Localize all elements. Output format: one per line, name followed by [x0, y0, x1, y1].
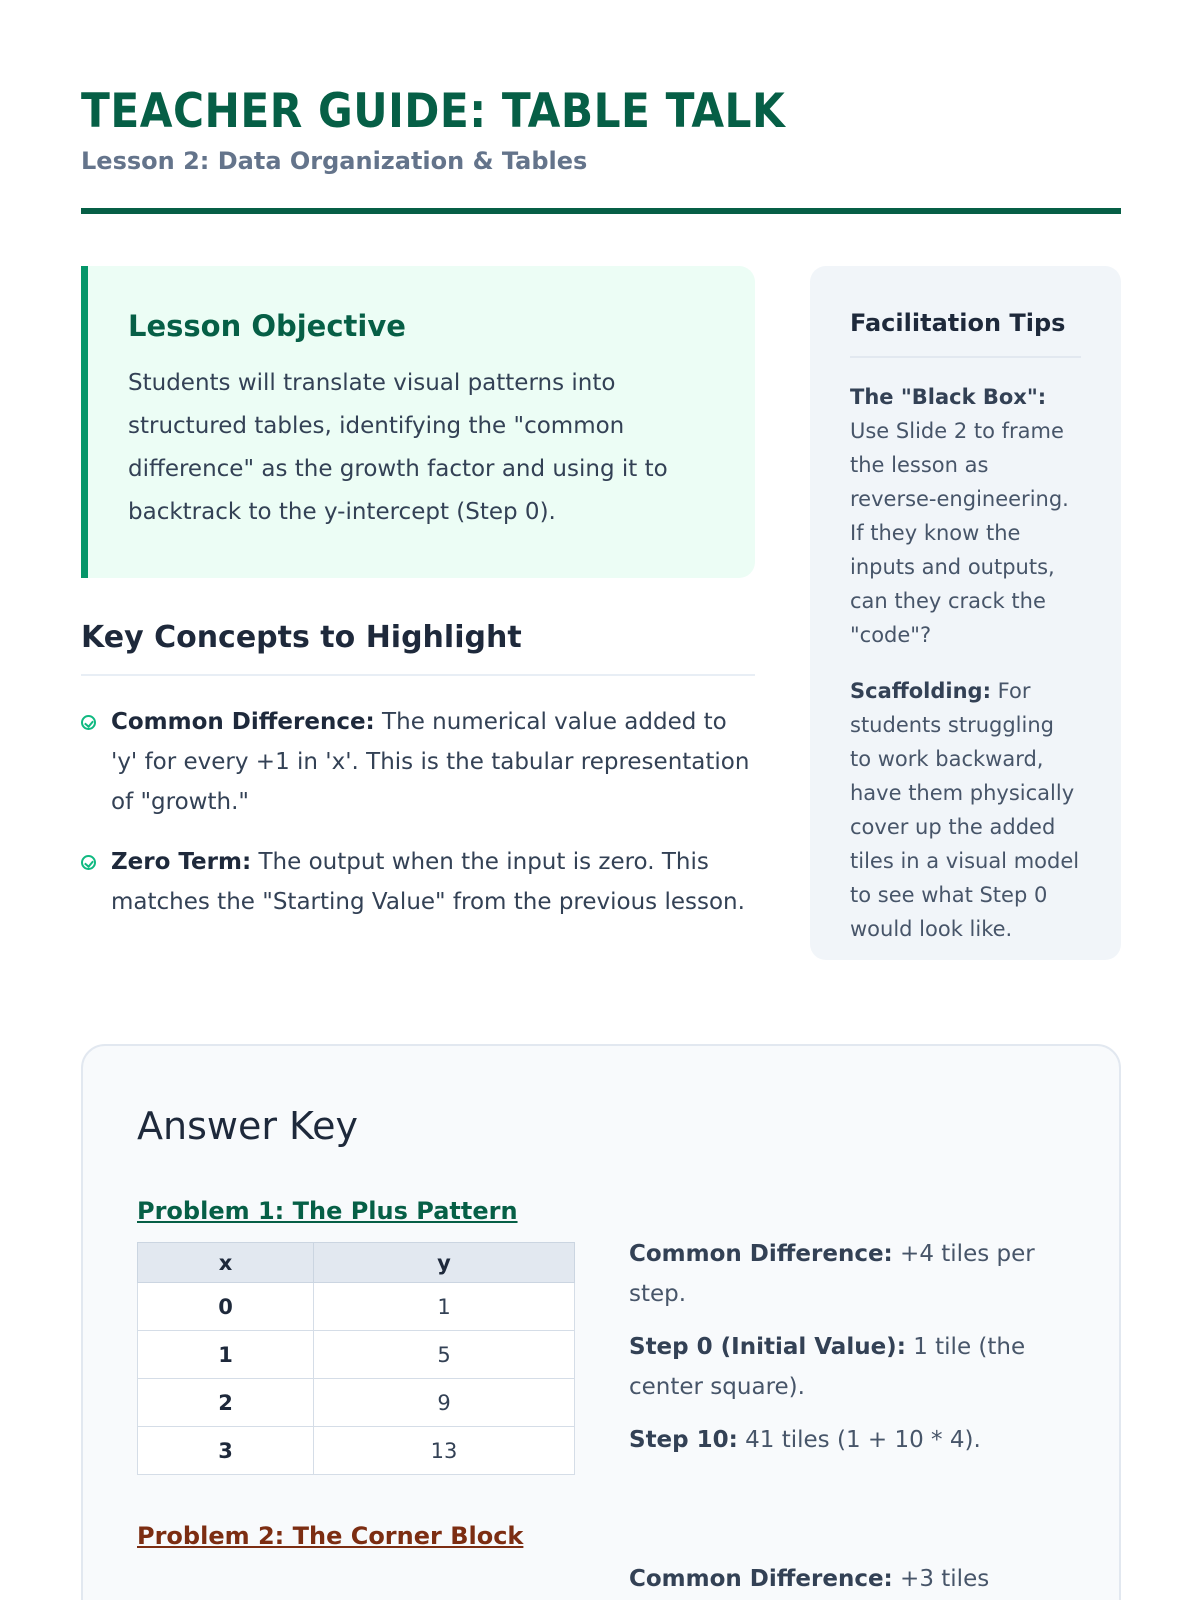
concepts-list: [81, 702, 755, 922]
tips-heading: Facilitation Tips: [850, 309, 1066, 337]
problem-1: [137, 1194, 1065, 1475]
note-item: [629, 1420, 1049, 1460]
problem-1-title: Problem 1: The Plus Pattern: [137, 1197, 518, 1225]
tip-text: Use Slide 2 to frame the lesson as reverse-engineering. If they know the inputs and outputs, can they crack the "code"?: [850, 419, 1069, 647]
problem-2: [137, 1519, 1065, 1592]
concepts-divider: [81, 674, 755, 676]
concept-term: Zero Term:: [111, 849, 252, 875]
table-header-row: [138, 1243, 575, 1283]
tip-text: For students struggling to work backward, have them physically cover up the added tiles in a visual model to see what Step 0 would look like.: [850, 679, 1080, 941]
lesson-objective-card: [81, 266, 755, 578]
objective-text: Students will translate visual patterns into structured tables, identifying the "common difference" as the growth factor and using it to backtrack to the y-intercept (Step 0).: [128, 370, 668, 525]
header-divider: [81, 208, 1121, 214]
cell-x: 3: [138, 1427, 314, 1475]
table-row: [138, 1427, 575, 1475]
key-concepts-section: [81, 618, 755, 942]
cell-x: 1: [138, 1331, 314, 1379]
check-circle-icon: [81, 715, 96, 730]
note-text: 41 tiles (1 + 10 * 4).: [737, 1427, 981, 1453]
tips-divider: [850, 356, 1081, 358]
answer-key-card: [81, 1044, 1121, 1600]
tip-term: The "Black Box":: [850, 385, 1047, 409]
cell-x: 0: [138, 1283, 314, 1331]
check-circle-icon: [81, 855, 96, 870]
note-item: [629, 1234, 1049, 1314]
note-term: Step 0 (Initial Value):: [629, 1334, 906, 1360]
note-item: [629, 1559, 1049, 1599]
cell-x: 2: [138, 1379, 314, 1427]
page-subtitle: Lesson 2: Data Organization & Tables: [81, 147, 588, 175]
answer-key-heading: Answer Key: [137, 1104, 358, 1148]
tip-term: Scaffolding:: [850, 679, 991, 703]
page-header: [81, 0, 1121, 214]
problem-1-table: [137, 1242, 575, 1475]
cell-y: 9: [314, 1379, 575, 1427]
problem-2-title: Problem 2: The Corner Block: [137, 1522, 524, 1550]
page-title: TEACHER GUIDE: TABLE TALK: [81, 84, 786, 139]
problem-1-notes: [629, 1234, 1049, 1473]
column-header-x: x: [138, 1243, 314, 1283]
list-item: [81, 842, 755, 922]
tip-item: [850, 380, 1081, 652]
cell-y: 1: [314, 1283, 575, 1331]
tip-item: [850, 674, 1081, 946]
facilitation-tips-card: [810, 266, 1121, 960]
concepts-heading: Key Concepts to Highlight: [81, 620, 522, 655]
note-term: Common Difference:: [629, 1241, 893, 1267]
column-header-y: y: [314, 1243, 575, 1283]
table-row: [138, 1379, 575, 1427]
note-text: +3 tiles: [892, 1566, 990, 1592]
concept-text: The numerical value added to 'y' for every +1 in 'x'. This is the tabular representation of "growth.": [111, 709, 750, 815]
note-term: Common Difference:: [629, 1566, 893, 1592]
table-row: [138, 1283, 575, 1331]
list-item: [81, 702, 755, 822]
note-text: +4 tiles per step.: [629, 1241, 1035, 1307]
cell-y: 5: [314, 1331, 575, 1379]
top-row: [81, 266, 1121, 1006]
objective-heading: Lesson Objective: [128, 309, 406, 343]
note-item: [629, 1327, 1049, 1407]
concept-text: The output when the input is zero. This matches the "Starting Value" from the previous lesson.: [111, 849, 745, 915]
note-text: 1 tile (the center square).: [629, 1334, 1026, 1400]
table-row: [138, 1331, 575, 1379]
concept-term: Common Difference:: [111, 709, 375, 735]
note-term: Step 10:: [629, 1427, 738, 1453]
cell-y: 13: [314, 1427, 575, 1475]
problem-2-notes: [629, 1559, 1049, 1600]
